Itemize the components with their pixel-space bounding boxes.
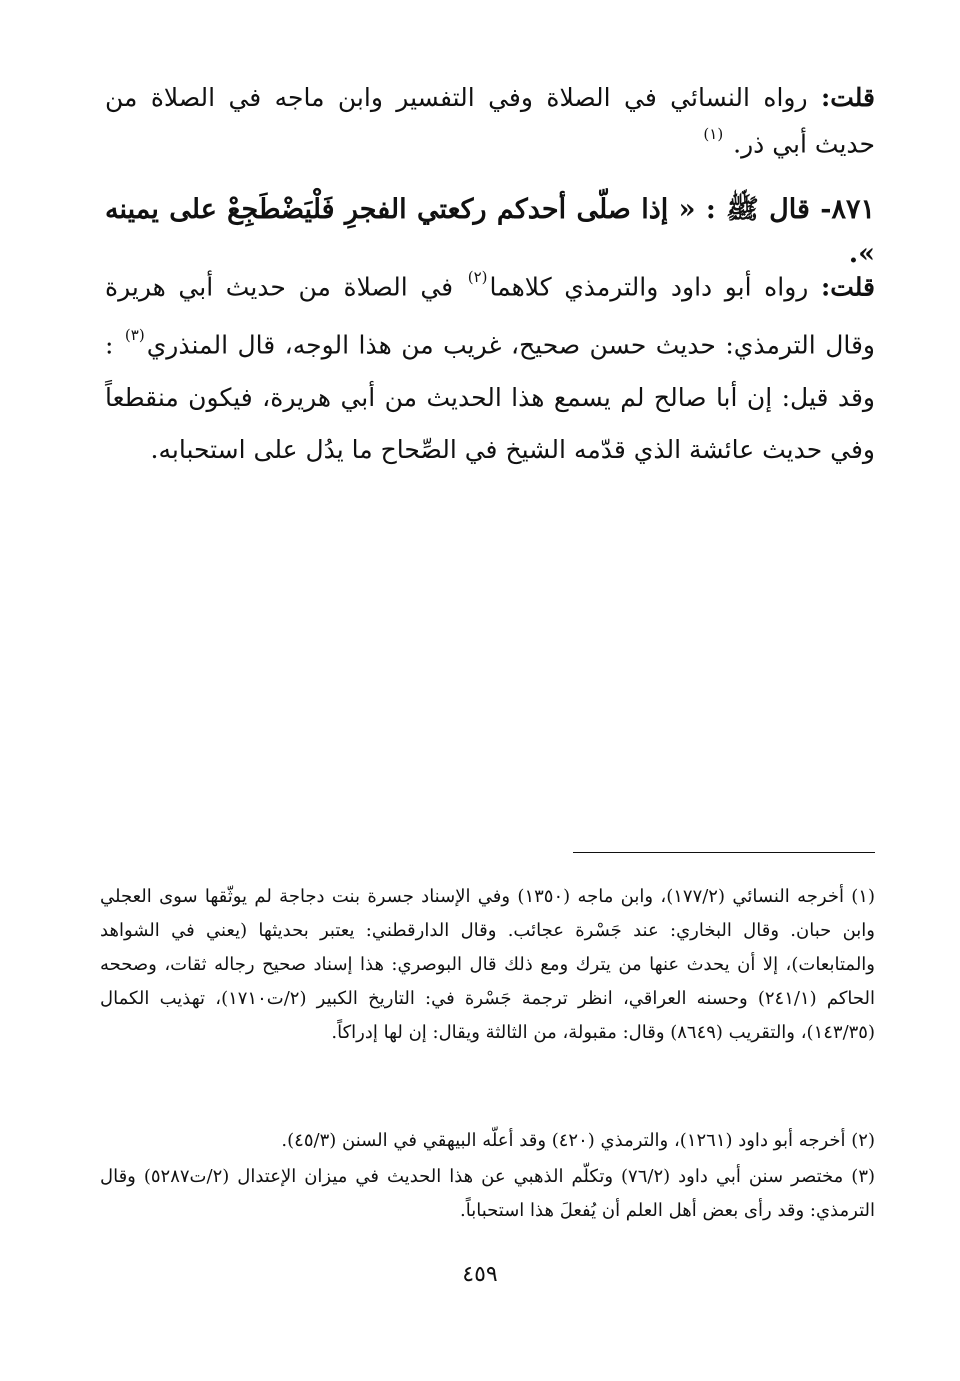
paragraph-text: في الصلاة من حديث أبي هريرة وقال الترمذي: حديث حسن صحيح، غريب من هذا الوجه، قال المنذري — [105, 272, 876, 360]
paragraph-lead: قلت: — [821, 83, 876, 112]
paragraph-1 — [105, 78, 875, 164]
footnote-divider — [573, 852, 875, 853]
footnote-3: (٣) مختصر سنن أبي داود (٧٦/٢) وتكلّم الذهبي عن هذا الحديث في ميزان الإعتدال (٢/ت٥٢٨٧) وقال الترمذي: وقد رأى بعض أهل العلم أن يُفعلَ هذا استحباباً. — [100, 1166, 876, 1221]
paragraph-2 — [105, 255, 875, 476]
page-number: ٤٥٩ — [462, 1262, 498, 1287]
footnote-ref-2[interactable]: (٢) — [467, 268, 488, 286]
paragraph-text: رواه النسائي في الصلاة وفي التفسير وابن ماجه في الصلاة من حديث أبي ذر. — [105, 83, 875, 159]
paragraph-text: : وقد قيل: إن أبا صالح لم يسمع هذا الحديث من أبي هريرة، فيكون منقطعاً وفي حديث عائشة الذي قدّمه الشيخ في الصِّحاح ما يدُل على استحبابه. — [105, 330, 875, 464]
paragraph-text: رواه أبو داود والترمذي كلاهما — [489, 272, 809, 302]
footnote-ref-3[interactable]: (٣) — [124, 326, 145, 345]
paragraph-lead: قلت: — [820, 272, 875, 302]
footnote-2: (٢) أخرجه أبو داود (١٢٦١)، والترمذي (٤٢٠) وقد أعلّه البيهقي في السنن (٤٥/٣). — [281, 1130, 875, 1151]
footnote-ref-1[interactable]: (١) — [703, 125, 724, 143]
hadith-heading: ٨٧١- قال ﷺ : « إذا صلّى أحدكم ركعتي الفجرِ فَلْيَضْطَجِعْ على يمينه ». — [105, 194, 875, 269]
footnote-1: (١) أخرجه النسائي (١٧٧/٢)، وابن ماجه (١٣٥٠) وفي الإسناد جسرة بنت دجاجة لم يوثّقها سوى العجلي وابن حبان. وقال البخاري: عند جَسْرة عجائب. وقال الدارقطني: يعتبر بحديثها (يعني في الشواهد والمتابعات)، إلا أن يحدث عنها من يترك ومع ذلك قال البوصري: هذا إسناد صحيح رجاله ثقات، وصححه الحاكم (٢٤١/١) وحسنه العراقي، انظر ترجمة جَسْرة في: التاريخ الكبير (٢/ت١٧١٠)، تهذيب الكمال (١٤٣/٣٥)، والتقريب (٨٦٤٩) وقال: مقبولة، من الثالثة ويقال: إن لها إدراكاً. — [100, 886, 875, 1043]
